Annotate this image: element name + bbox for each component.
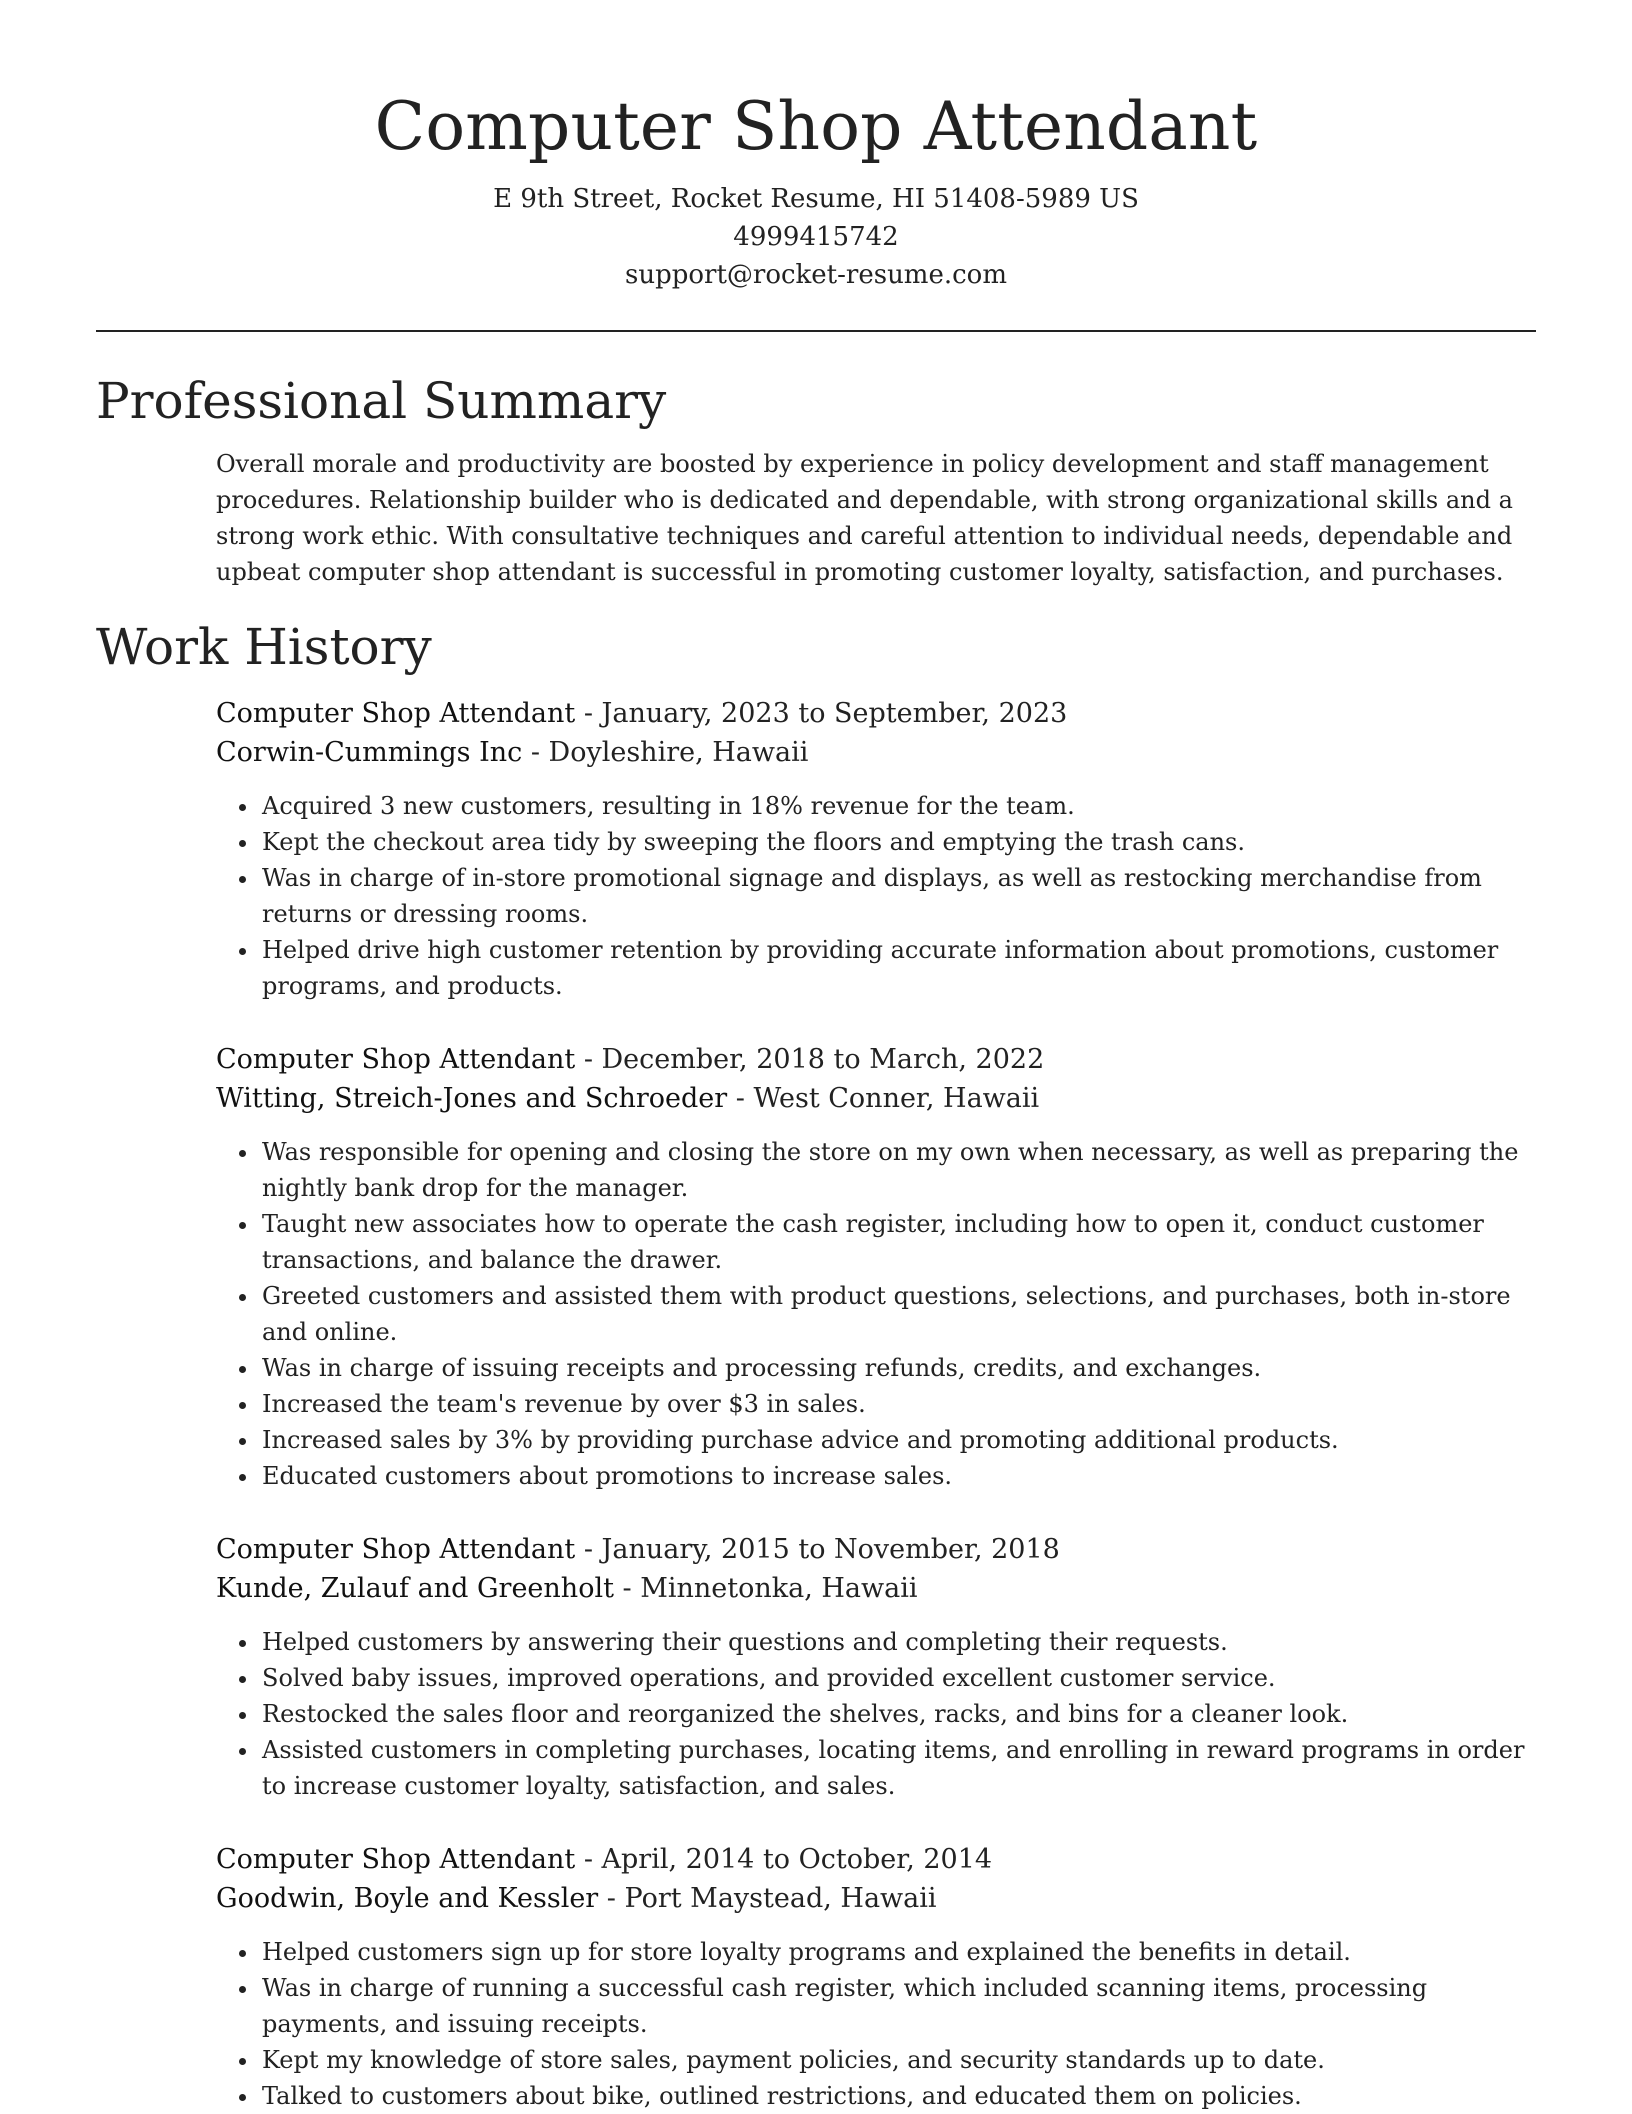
job-bullet: • Was in charge of in-store promotional signage and displays, as well as restocking merchandise from returns or dressing rooms. xyxy=(260,860,1536,932)
job-list xyxy=(216,694,1536,2114)
job-location: - West Conner, Hawaii xyxy=(727,1083,1040,1114)
job-bullets xyxy=(216,1934,1536,2114)
job-bullet: • Helped drive high customer retention by providing accurate information about promotions, customer programs, and products. xyxy=(260,932,1536,1004)
section-title-work-history: Work History xyxy=(96,618,432,676)
job-bullet: • Assisted customers in completing purchases, locating items, and enrolling in reward programs in order to increase customer loyalty, satisfaction, and sales. xyxy=(260,1732,1536,1804)
job-title-line xyxy=(216,1530,1536,1569)
job-title-line xyxy=(216,1840,1536,1879)
job-bullet: • Educated customers about promotions to increase sales. xyxy=(260,1458,1536,1494)
job-company-line xyxy=(216,1879,1536,1918)
job-bullet: • Helped customers by answering their questions and completing their requests. xyxy=(260,1624,1536,1660)
job-role: Computer Shop Attendant xyxy=(216,1044,576,1075)
job-location: - Port Maystead, Hawaii xyxy=(598,1883,937,1914)
job-bullet: • Restocked the sales floor and reorganized the shelves, racks, and bins for a cleaner look. xyxy=(260,1696,1536,1732)
job-dates: - April, 2014 to October, 2014 xyxy=(575,1844,993,1875)
job-bullet: • Acquired 3 new customers, resulting in 18% revenue for the team. xyxy=(260,788,1536,824)
job-role: Computer Shop Attendant xyxy=(216,698,576,729)
job-company-line xyxy=(216,1079,1536,1118)
job-bullet: • Was in charge of running a successful cash register, which included scanning items, processing payments, and issuing receipts. xyxy=(260,1970,1536,2042)
job-bullets xyxy=(216,1134,1536,1494)
header-divider xyxy=(96,330,1536,332)
email: support@rocket-resume.com xyxy=(624,260,1007,290)
job-company-line xyxy=(216,733,1536,772)
job-role: Computer Shop Attendant xyxy=(216,1534,576,1565)
job-location: - Doyleshire, Hawaii xyxy=(522,737,809,768)
job-company-line xyxy=(216,1569,1536,1608)
contact-block xyxy=(96,180,1536,294)
job-bullet: • Greeted customers and assisted them with product questions, selections, and purchases, both in-store and online. xyxy=(260,1278,1536,1350)
summary-text: Overall morale and productivity are boosted by experience in policy development and staff management procedures. Relationship builder who is dedicated and dependable, with strong organizational skills and a strong work ethic. With consultative techniques and careful attention to individual needs, dependable and upbeat computer shop attendant is successful in promoting customer loyalty, satisfaction, and purchases. xyxy=(216,450,1513,586)
job-bullet: • Kept the checkout area tidy by sweeping the floors and emptying the trash cans. xyxy=(260,824,1536,860)
job-bullets xyxy=(216,1624,1536,1804)
job-bullet: • Kept my knowledge of store sales, payment policies, and security standards up to date. xyxy=(260,2042,1536,2078)
job-entry xyxy=(216,1840,1536,2114)
job-entry xyxy=(216,694,1536,1004)
job-bullet: • Was responsible for opening and closing the store on my own when necessary, as well as preparing the nightly bank drop for the manager. xyxy=(260,1134,1536,1206)
job-dates: - December, 2018 to March, 2022 xyxy=(575,1044,1045,1075)
resume-page xyxy=(96,0,1536,2114)
job-entry xyxy=(216,1530,1536,1804)
job-role: Computer Shop Attendant xyxy=(216,1844,576,1875)
job-bullet: • Talked to customers about bike, outlined restrictions, and educated them on policies. xyxy=(260,2078,1536,2114)
job-bullet: • Was in charge of issuing receipts and processing refunds, credits, and exchanges. xyxy=(260,1350,1536,1386)
job-company: Kunde, Zulauf and Greenholt xyxy=(216,1573,614,1604)
job-dates: - January, 2023 to September, 2023 xyxy=(575,698,1068,729)
job-bullet: • Helped customers sign up for store loyalty programs and explained the benefits in detail. xyxy=(260,1934,1536,1970)
address: E 9th Street, Rocket Resume, HI 51408-5989 US xyxy=(493,184,1139,214)
work-history-section xyxy=(96,614,1536,2114)
job-location: - Minnetonka, Hawaii xyxy=(613,1573,918,1604)
job-bullet: • Increased sales by 3% by providing purchase advice and promoting additional products. xyxy=(260,1422,1536,1458)
job-entry xyxy=(216,1040,1536,1494)
resume-header xyxy=(96,0,1536,294)
phone: 4999415742 xyxy=(733,222,899,252)
candidate-name: Computer Shop Attendant xyxy=(374,88,1258,165)
job-bullet: • Increased the team's revenue by over $3 in sales. xyxy=(260,1386,1536,1422)
job-company: Corwin-Cummings Inc xyxy=(216,737,523,768)
job-bullet: • Solved baby issues, improved operations, and provided excellent customer service. xyxy=(260,1660,1536,1696)
job-title-line xyxy=(216,694,1536,733)
job-company: Goodwin, Boyle and Kessler xyxy=(216,1883,599,1914)
section-title-summary: Professional Summary xyxy=(96,372,667,430)
professional-summary-section xyxy=(96,368,1536,590)
job-dates: - January, 2015 to November, 2018 xyxy=(575,1534,1060,1565)
job-bullet: • Taught new associates how to operate the cash register, including how to open it, conduct customer transactions, and balance the drawer. xyxy=(260,1206,1536,1278)
job-title-line xyxy=(216,1040,1536,1079)
job-bullets xyxy=(216,788,1536,1004)
job-company: Witting, Streich-Jones and Schroeder xyxy=(216,1083,728,1114)
